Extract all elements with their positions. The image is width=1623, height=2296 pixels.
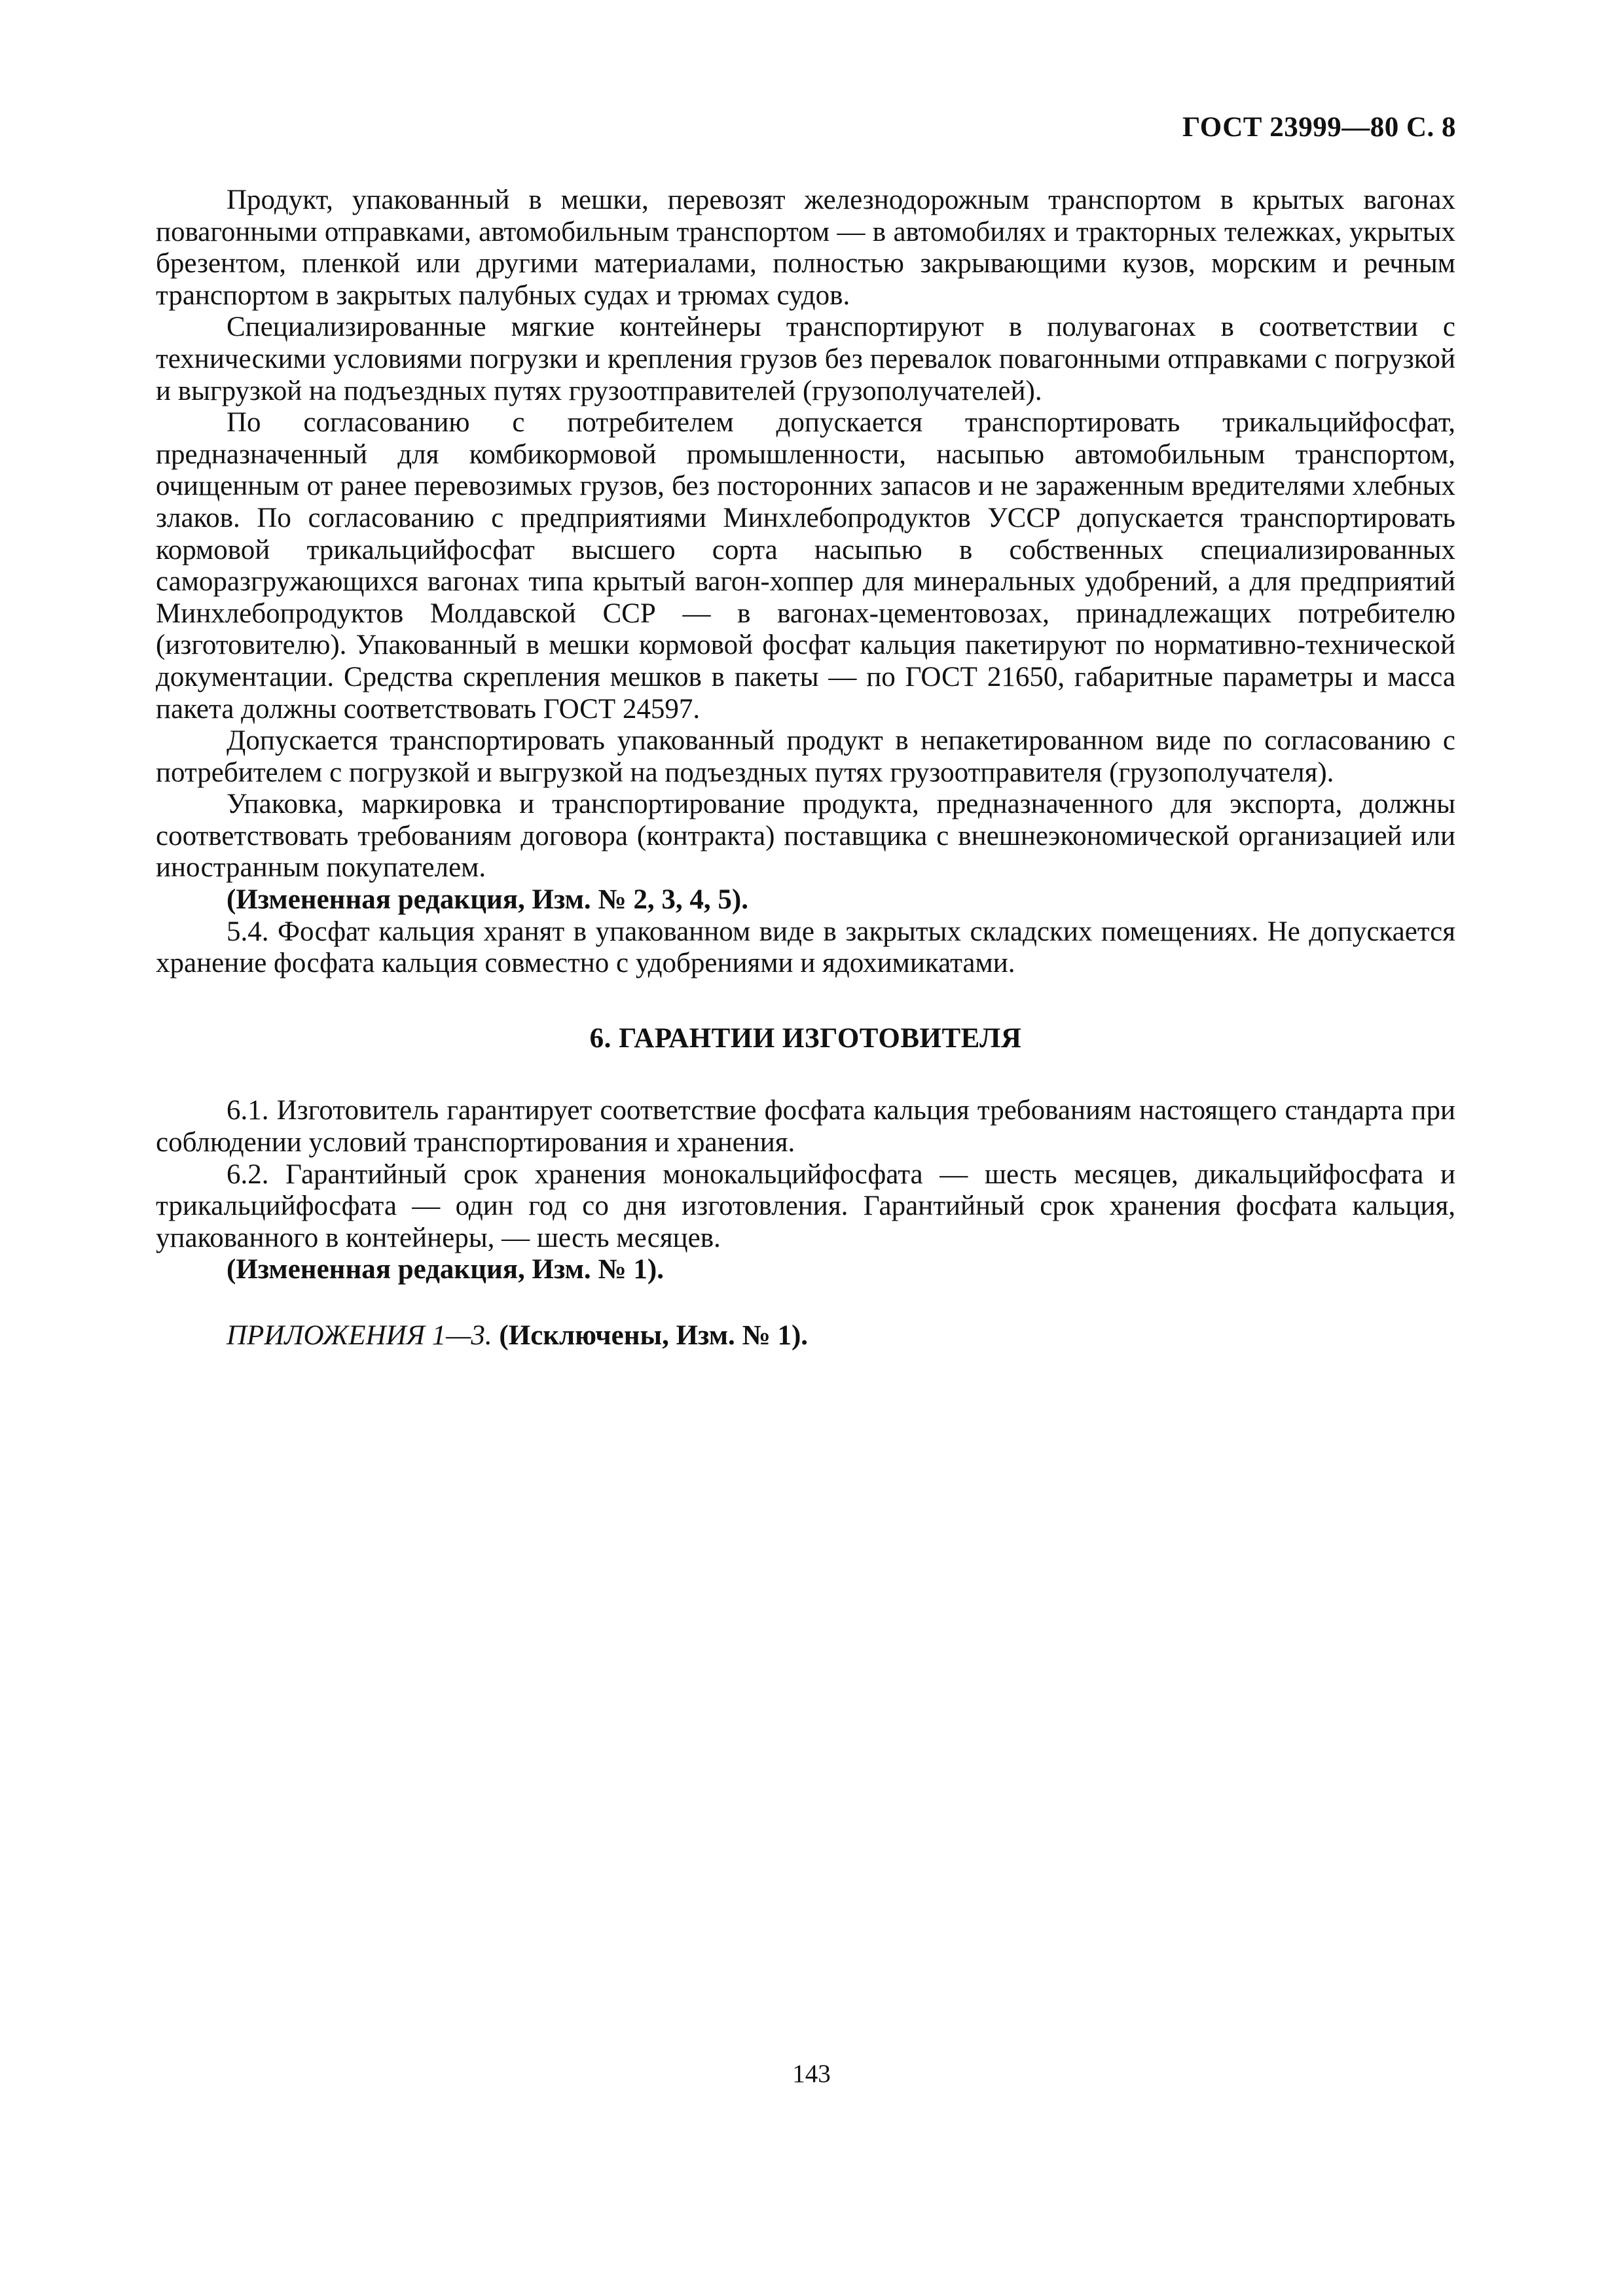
- section-heading-warranty: 6. ГАРАНТИИ ИЗГОТОВИТЕЛЯ: [589, 1022, 1022, 1054]
- amendment-note-1: (Измененная редакция, Изм. № 2, 3, 4, 5).: [227, 884, 748, 916]
- appendix-title: ПРИЛОЖЕНИЯ 1—3.: [227, 1320, 492, 1351]
- paragraph-warranty-6-1: 6.1. Изготовитель гарантирует соответствие фосфата кальция требованиям настоящего стандарта при соблюдении условий транспортирования и хранения.: [156, 1095, 1455, 1158]
- amendment-note-2: (Измененная редакция, Изм. № 1).: [227, 1254, 664, 1285]
- appendix-status: (Исключены, Изм. № 1).: [499, 1320, 809, 1351]
- paragraph-tricalcium-transport: По согласованию с потребителем допускается транспортировать трикальцийфосфат, предназначенный для комбикормовой промышленности, насыпью автомобильным транспортом, очищенным от ранее перевозимых грузов, без посторонних запасов и не зараженным вредителями хлебных злаков. По согласованию с предприятиями Минхлебопродуктов УССР допускается транспортировать кормовой трикальцийфосфат высшего сорта насыпью в собственных специализированных саморазгружающихся вагонах типа крытый вагон-хоппер для минеральных удобрений, а для предприятий Минхлебопродуктов Молдавской ССР — в вагонах-цементовозах, принадлежащих потребителю (изготовителю). Упакованный в мешки кормовой фосфат кальция пакетируют по нормативно-технической документации. Средства скрепления мешков в пакеты — по ГОСТ 21650, габаритные параметры и масса пакета должны соответствовать ГОСТ 24597.: [156, 407, 1455, 725]
- appendix-note: [156, 1320, 1455, 1352]
- page-number: 143: [792, 2060, 831, 2088]
- paragraph-soft-containers: Специализированные мягкие контейнеры транспортируют в полувагонах в соответствии с техническими условиями погрузки и крепления грузов без перевалок повагонными отправками с погрузкой и выгрузкой на подъездных путях грузоотправителей (грузополучателей).: [156, 312, 1455, 406]
- paragraph-storage-5-4: 5.4. Фосфат кальция хранят в упакованном виде в закрытых складских помещениях. Не допускается хранение фосфата кальция совместно с удобрениями и ядохимикатами.: [156, 916, 1455, 979]
- document-header: ГОСТ 23999—80 С. 8: [1182, 112, 1456, 143]
- paragraph-export-packaging: Упаковка, маркировка и транспортирование продукта, предназначенного для экспорта, должны соответствовать требованиям договора (контракта) поставщика с внешнеэкономической организацией или иностранным покупателем.: [156, 789, 1455, 884]
- paragraph-transport-bags: Продукт, упакованный в мешки, перевозят железнодорожным транспортом в крытых вагонах повагонными отправками, автомобильным транспортом — в автомобилях и тракторных тележках, укрытых брезентом, пленкой или другими материалами, полностью закрывающими кузов, морским и речным транспортом в закрытых палубных судах и трюмах судов.: [156, 185, 1455, 311]
- document-body: [156, 185, 1455, 1352]
- paragraph-warranty-6-2: 6.2. Гарантийный срок хранения монокальцийфосфата — шесть месяцев, дикальцийфосфата и трикальцийфосфата — один год со дня изготовления. Гарантийный срок хранения фосфата кальция, упакованного в контейнеры, — шесть месяцев.: [156, 1158, 1455, 1253]
- paragraph-unpacketed-transport: Допускается транспортировать упакованный продукт в непакетированном виде по согласованию с потребителем с погрузкой и выгрузкой на подъездных путях грузоотправителя (грузополучателя).: [156, 725, 1455, 788]
